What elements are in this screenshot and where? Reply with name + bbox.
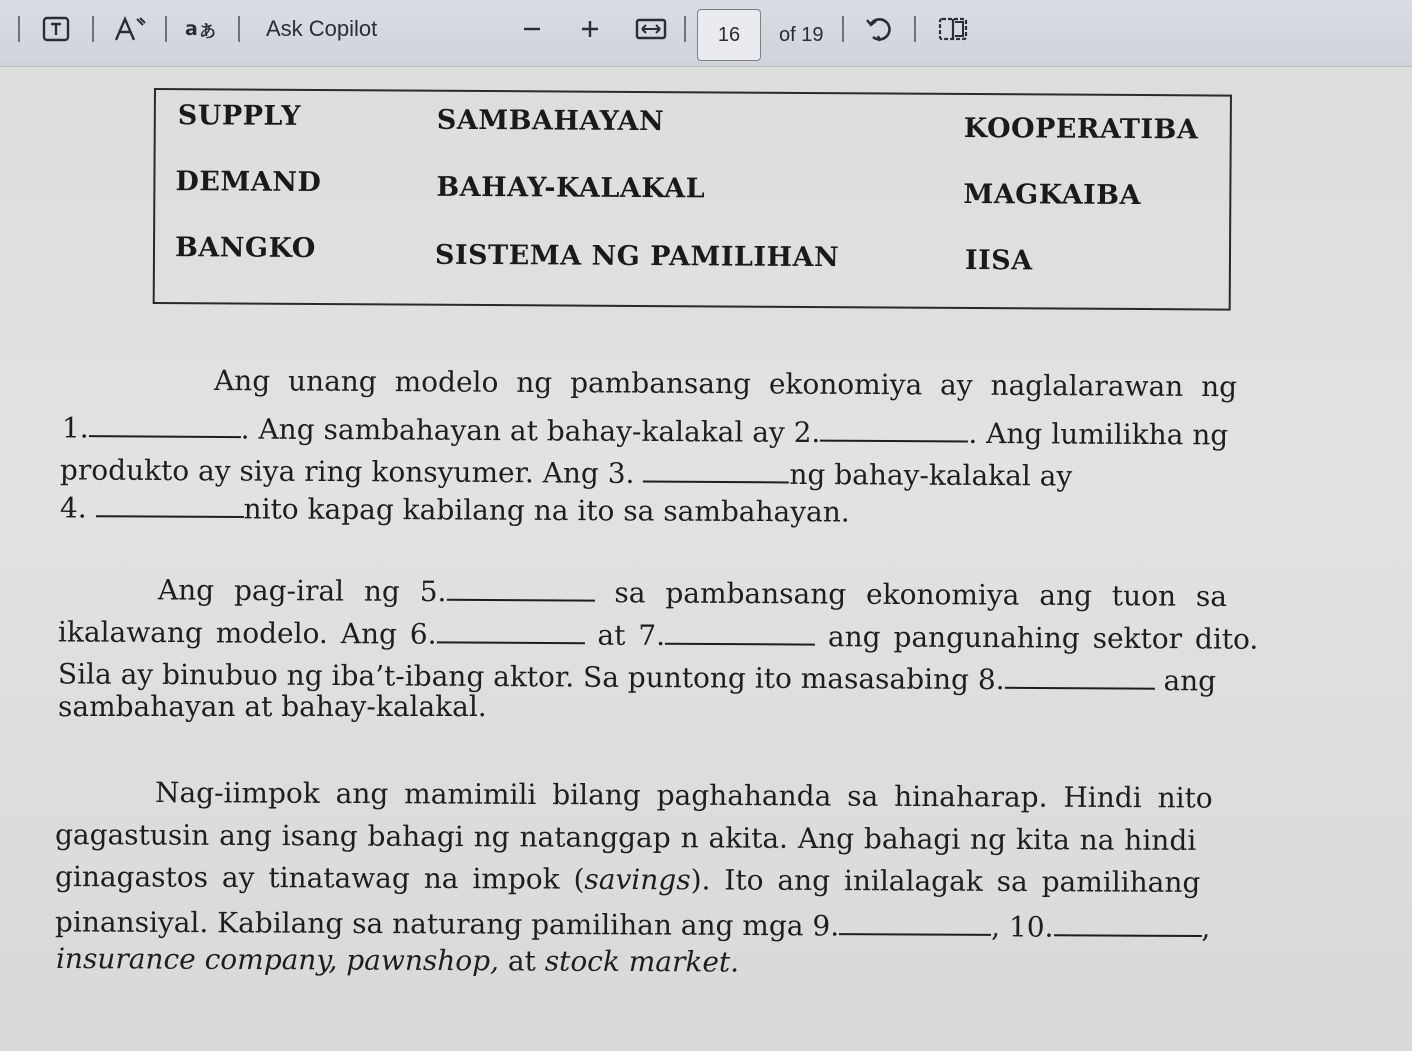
text-span: Sila ay binubuo ng iba’t-ibang aktor. Sa puntong ito masasabing 8. xyxy=(57,657,1005,697)
text-line: gagastusin ang isang bahagi ng natanggap n akita. Ang bahagi ng kita na hindi xyxy=(54,818,1197,857)
text-box-icon[interactable] xyxy=(40,14,72,44)
answer-blank-7 xyxy=(665,614,815,646)
answer-blank-5 xyxy=(446,570,594,602)
text-line: Nag-iimpok ang mamimili bilang paghahanda sa hinaharap. Hindi nito xyxy=(154,776,1213,815)
svg-text:a: a xyxy=(185,18,198,40)
toolbar-separator xyxy=(842,16,844,42)
word-bank-box xyxy=(153,88,1232,311)
pdf-toolbar xyxy=(0,0,1412,67)
page-view-icon[interactable] xyxy=(936,14,970,44)
word-bank-item: SAMBAHAYAN xyxy=(436,104,665,138)
answer-blank-3 xyxy=(643,452,789,484)
fit-width-icon[interactable] xyxy=(634,14,668,44)
ask-copilot-button[interactable]: Ask Copilot xyxy=(266,16,378,41)
text-span-italic: insurance company, pawnshop, xyxy=(55,942,500,978)
text-span: , 10. xyxy=(991,910,1054,944)
answer-blank-8 xyxy=(1005,658,1155,690)
text-line xyxy=(158,568,1227,613)
word-bank-item: MAGKAIBA xyxy=(963,178,1142,212)
zoom-out-button[interactable] xyxy=(518,14,546,44)
text-span: . Ang lumilikha ng xyxy=(968,416,1229,452)
word-bank-item: BANGKO xyxy=(174,232,316,264)
word-bank-item: BAHAY-KALAKAL xyxy=(436,171,706,205)
answer-blank-2 xyxy=(820,411,968,443)
word-bank-item: IISA xyxy=(964,244,1033,277)
translate-icon[interactable] xyxy=(184,14,220,44)
word-bank-item: DEMAND xyxy=(175,166,322,199)
answer-blank-4 xyxy=(96,486,244,518)
text-line xyxy=(56,942,739,979)
toolbar-separator xyxy=(684,16,686,42)
text-line xyxy=(55,900,1211,944)
text-span-italic: stock market. xyxy=(544,944,740,979)
page-number-input[interactable]: 16 xyxy=(697,9,761,61)
answer-blank-10 xyxy=(1053,905,1201,937)
svg-text:あ: あ xyxy=(199,22,216,42)
text-span: at 7. xyxy=(584,618,666,653)
text-span: ginagastos ay tinatawag na impok ( xyxy=(54,860,585,896)
answer-blank-9 xyxy=(839,904,991,936)
toolbar-separator xyxy=(914,16,916,42)
word-bank-item: SUPPLY xyxy=(177,100,302,132)
read-aloud-icon[interactable] xyxy=(112,14,148,44)
text-line xyxy=(62,406,1228,452)
rotate-icon[interactable] xyxy=(862,14,896,44)
toolbar-separator xyxy=(18,16,20,42)
text-span: produkto ay siya ring konsyumer. Ang 3. xyxy=(59,453,644,490)
word-bank-item: SISTEMA NG PAMILIHAN xyxy=(434,239,840,274)
toolbar-separator xyxy=(238,16,240,42)
text-span: ng bahay-kalakal ay xyxy=(789,457,1073,493)
toolbar-separator xyxy=(92,16,94,42)
answer-blank-1 xyxy=(89,406,241,438)
text-span: nito kapag kabilang na ito sa sambahayan. xyxy=(243,492,850,529)
text-span: Ang pag-iral ng 5. xyxy=(157,573,447,609)
text-span: sa pambansang ekonomiya ang tuon sa xyxy=(594,576,1228,613)
text-line: Ang unang modelo ng pambansang ekonomiya ay naglalarawan ng xyxy=(213,364,1238,404)
text-span: 1. xyxy=(61,411,89,445)
text-span: ang xyxy=(1154,664,1217,698)
text-span: ikalawang modelo. Ang 6. xyxy=(57,615,437,651)
text-line: sambahayan at bahay-kalakal. xyxy=(58,690,487,723)
text-span: pinansiyal. Kabilang sa naturang pamilihan ang mga 9. xyxy=(54,905,840,943)
text-line xyxy=(58,610,1259,656)
text-span: ang pangunahing sektor dito. xyxy=(814,620,1259,656)
zoom-in-button[interactable] xyxy=(576,14,604,44)
text-span: . Ang sambahayan at bahay-kalakal ay 2. xyxy=(240,412,821,450)
text-span: at xyxy=(498,944,545,978)
text-line xyxy=(55,860,1201,899)
text-line xyxy=(60,486,850,529)
text-span: 4. xyxy=(59,491,96,525)
text-span: , xyxy=(1201,911,1211,945)
text-span: ). Ito ang inilalagak sa pamilihang xyxy=(690,863,1201,899)
page-count-label: of 19 xyxy=(779,24,824,46)
toolbar-separator xyxy=(165,16,167,42)
text-span-italic: savings xyxy=(584,862,691,897)
pdf-document-page xyxy=(0,66,1412,1051)
answer-blank-6 xyxy=(437,612,585,644)
word-bank-item: KOOPERATIBA xyxy=(963,112,1199,146)
